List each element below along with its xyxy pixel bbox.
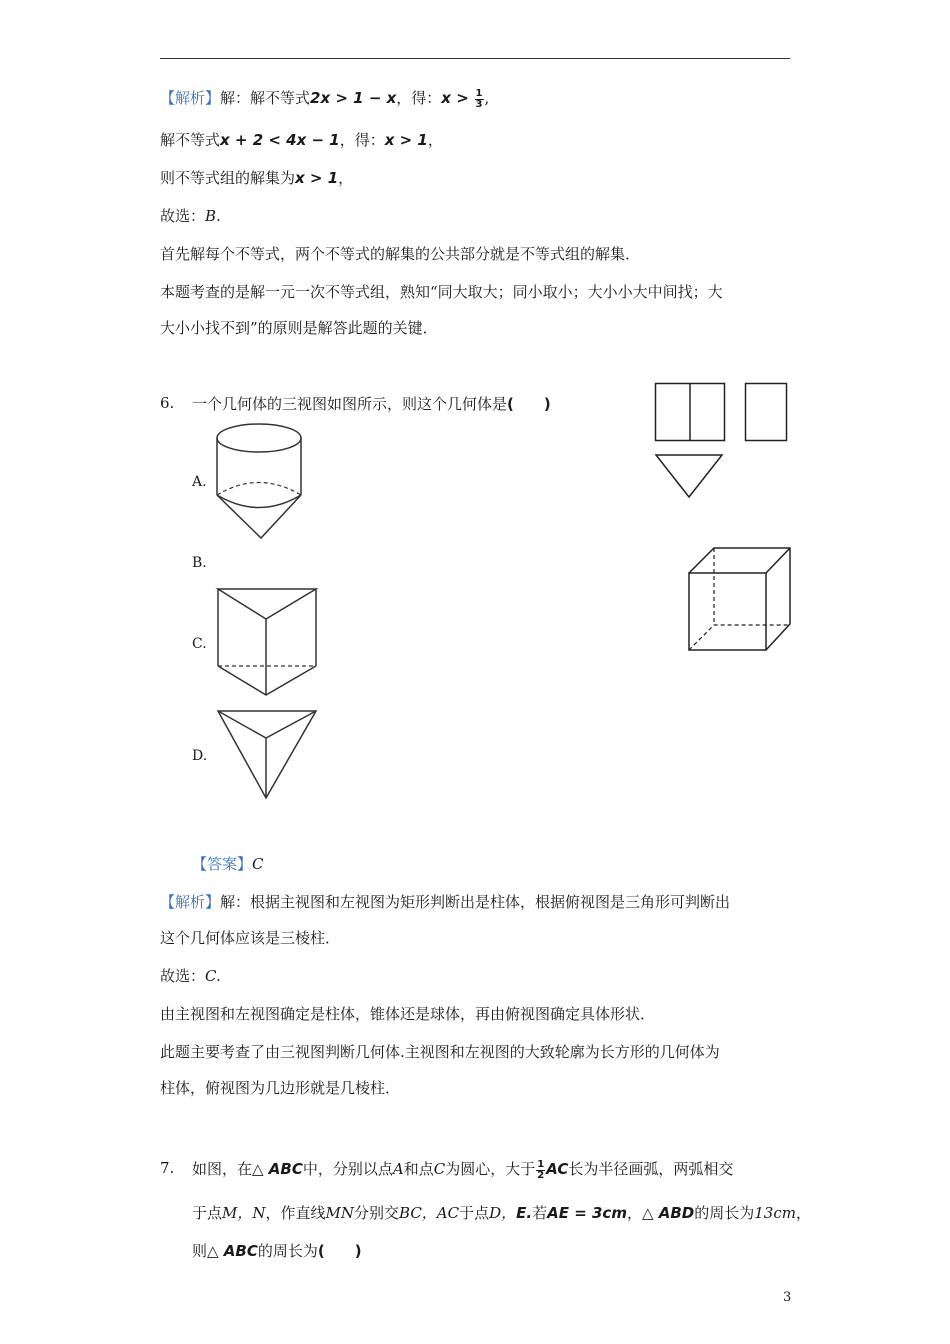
pyramid-outline [218, 711, 316, 798]
option-a-label[interactable]: A. [192, 474, 207, 490]
q6-analysis-2: 这个几何体应该是三棱柱． [160, 929, 341, 947]
analysis-tag: 【解析】 [160, 89, 221, 107]
fraction-one-half: $\frac{1}{2}$ [537, 1158, 545, 1181]
cylinder-top [217, 424, 301, 452]
sec5-line-4: 故选：B. [160, 207, 221, 225]
sec5-line-6: 本题考查的是解一元一次不等式组，熟知“同大取大；同小取小；大小小大中间找；大 [160, 283, 723, 301]
page-number: 3 [783, 1290, 792, 1305]
sec5-line-3: 则不等式组的解集为x > 1， [160, 169, 354, 187]
q6-analysis-1: 【解析】解：根据主视图和左视图为矩形判断出是柱体，根据俯视图是三角形可判断出 [160, 893, 731, 911]
q6-answer: 【答案】C [192, 855, 264, 873]
top-view [656, 455, 722, 497]
option-a-figure[interactable] [214, 420, 314, 540]
option-c-figure[interactable] [216, 587, 321, 697]
option-d-label[interactable]: D. [192, 748, 208, 764]
option-d-figure[interactable] [216, 708, 321, 800]
question-6-number: 6. [160, 394, 175, 412]
q6-analysis-6: 柱体，俯视图为几边形就是几棱柱． [160, 1079, 401, 1097]
answer-value: C [252, 855, 264, 873]
header-rule [160, 58, 790, 59]
question-6-stem: 一个几何体的三视图如图所示，则这个几何体是( ) [192, 395, 551, 413]
question-7-line-1: 如图，在△ ABC中，分别以点A和点C为圆心，大于 $\frac{1}{2}$ AC长为半径画弧，两弧相交 [192, 1158, 734, 1181]
q6-analysis-3: 故选：C. [160, 967, 221, 985]
side-view [746, 384, 787, 441]
inequality-1: 2x > 1 − x [310, 89, 397, 107]
sec5-line-1: 【解析】解：解不等式2x > 1 − x，得：x > $\frac{1}{3}$ , [160, 87, 490, 110]
sec5-line-2: 解不等式x + 2 < 4x − 1，得：x > 1， [160, 131, 443, 149]
inequality-2: x + 2 < 4x − 1 [220, 131, 340, 149]
cube-hidden-edges [689, 625, 790, 650]
option-c-label[interactable]: C. [192, 636, 207, 652]
sec5-line-5: 首先解每个不等式，两个不等式的解集的公共部分就是不等式组的解集． [160, 245, 641, 263]
sec5-line-7: 大小小找不到”的原则是解答此题的关键． [160, 319, 438, 337]
question-7-line-2: 于点M，N，作直线MN分别交BC，AC于点D，E.若AE = 3cm，△ ABD的周长为13cm， [192, 1204, 811, 1222]
prism-top [218, 589, 316, 619]
option-b-label[interactable]: B. [192, 555, 207, 571]
q6-analysis-4: 由主视图和左视图确定是柱体，锥体还是球体，再由俯视图确定具体形状． [160, 1005, 656, 1023]
question-7-line-3: 则△ ABC的周长为( ) [192, 1242, 362, 1260]
fraction-one-third: $\frac{1}{3}$ [475, 87, 483, 110]
three-view-figure [654, 382, 794, 507]
question-7-number: 7. [160, 1159, 175, 1177]
q6-analysis-5: 此题主要考查了由三视图判断几何体.主视图和左视图的大致轮廓为长方形的几何体为 [160, 1043, 720, 1061]
cube-figure [688, 547, 793, 652]
